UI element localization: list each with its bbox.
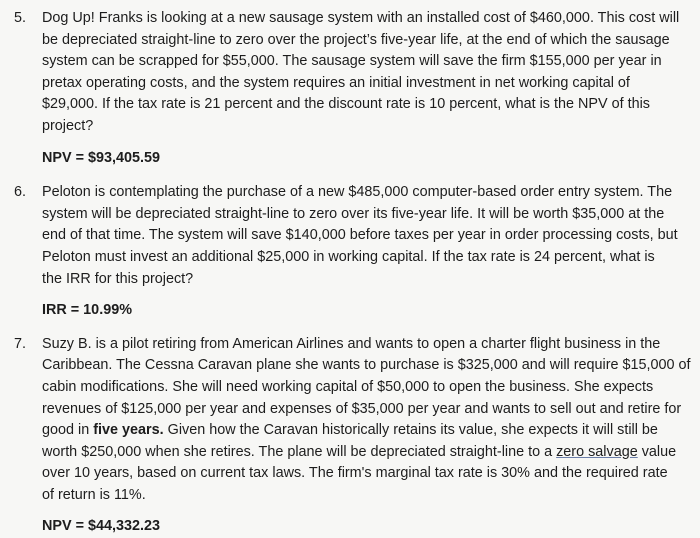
problem-line: Peloton is contemplating the purchase of a new $485,000 computer-based order entry system. The bbox=[42, 184, 673, 201]
problem-line: be depreciated straight-line to zero over the project’s five-year life, at the end of which the sausage bbox=[42, 31, 670, 48]
problem-line: pretax operating costs, and the system requires an initial investment in net working capital of bbox=[42, 74, 630, 91]
problem-line: project? bbox=[42, 117, 94, 134]
problem-6 bbox=[14, 182, 686, 322]
answer: IRR = 10.99% bbox=[42, 302, 132, 319]
underlined-text: zero salvage bbox=[556, 443, 638, 460]
problem-line bbox=[42, 442, 686, 464]
problem-line: end of that time. The system will save $140,000 before taxes per year in order processing costs, but bbox=[42, 227, 678, 244]
answer: NPV = $93,405.59 bbox=[42, 149, 161, 166]
problem-line: $29,000. If the tax rate is 21 percent and the discount rate is 10 percent, what is the NPV of this bbox=[42, 96, 650, 113]
problem-line: system will be depreciated straight-line to zero over its five-year life. It will be worth $35,000 at the bbox=[42, 205, 665, 222]
problem-number: 6. bbox=[14, 184, 27, 201]
problem-line: Peloton must invest an additional $25,000 in working capital. If the tax rate is 24 percent, what is bbox=[42, 248, 655, 265]
problem-text bbox=[42, 182, 686, 290]
text-run: value bbox=[637, 443, 677, 460]
problem-number: 5. bbox=[14, 10, 27, 26]
problem-5 bbox=[14, 8, 686, 169]
problem-line: revenues of $125,000 per year and expenses of $35,000 per year and wants to sell out and retire for bbox=[42, 400, 682, 417]
problem-line: the IRR for this project? bbox=[42, 270, 194, 287]
problem-7 bbox=[14, 334, 691, 538]
problem-line: of return is 11%. bbox=[42, 486, 146, 503]
problem-line: over 10 years, based on current tax laws. The firm's marginal tax rate is 30% and the required rate bbox=[42, 465, 668, 482]
problem-line: system can be scrapped for $55,000. The sausage system will save the firm $155,000 per year in bbox=[42, 53, 662, 70]
bold-text: five years. bbox=[93, 422, 164, 439]
problem-text bbox=[42, 334, 691, 507]
answer: NPV = $44,332.23 bbox=[42, 518, 161, 535]
problem-line: Dog Up! Franks is looking at a new sausage system with an installed cost of $460,000. This cost will bbox=[42, 10, 680, 26]
text-run: good in bbox=[42, 422, 94, 439]
text-run: worth $250,000 when she retires. The plane will be depreciated straight-line to a bbox=[42, 443, 557, 460]
problem-line: Caribbean. The Cessna Caravan plane she wants to purchase is $325,000 and will require $15,000 of bbox=[42, 357, 691, 374]
text-run: Given how the Caravan historically retains its value, she expects it will still be bbox=[163, 422, 658, 439]
problem-number: 7. bbox=[14, 335, 27, 352]
problem-line: Suzy B. is a pilot retiring from American Airlines and wants to open a charter flight business in the bbox=[42, 335, 661, 352]
problem-line bbox=[42, 420, 686, 442]
problem-line: cabin modifications. She will need working capital of $50,000 to open the business. She expects bbox=[42, 378, 654, 395]
problem-text bbox=[42, 8, 686, 138]
